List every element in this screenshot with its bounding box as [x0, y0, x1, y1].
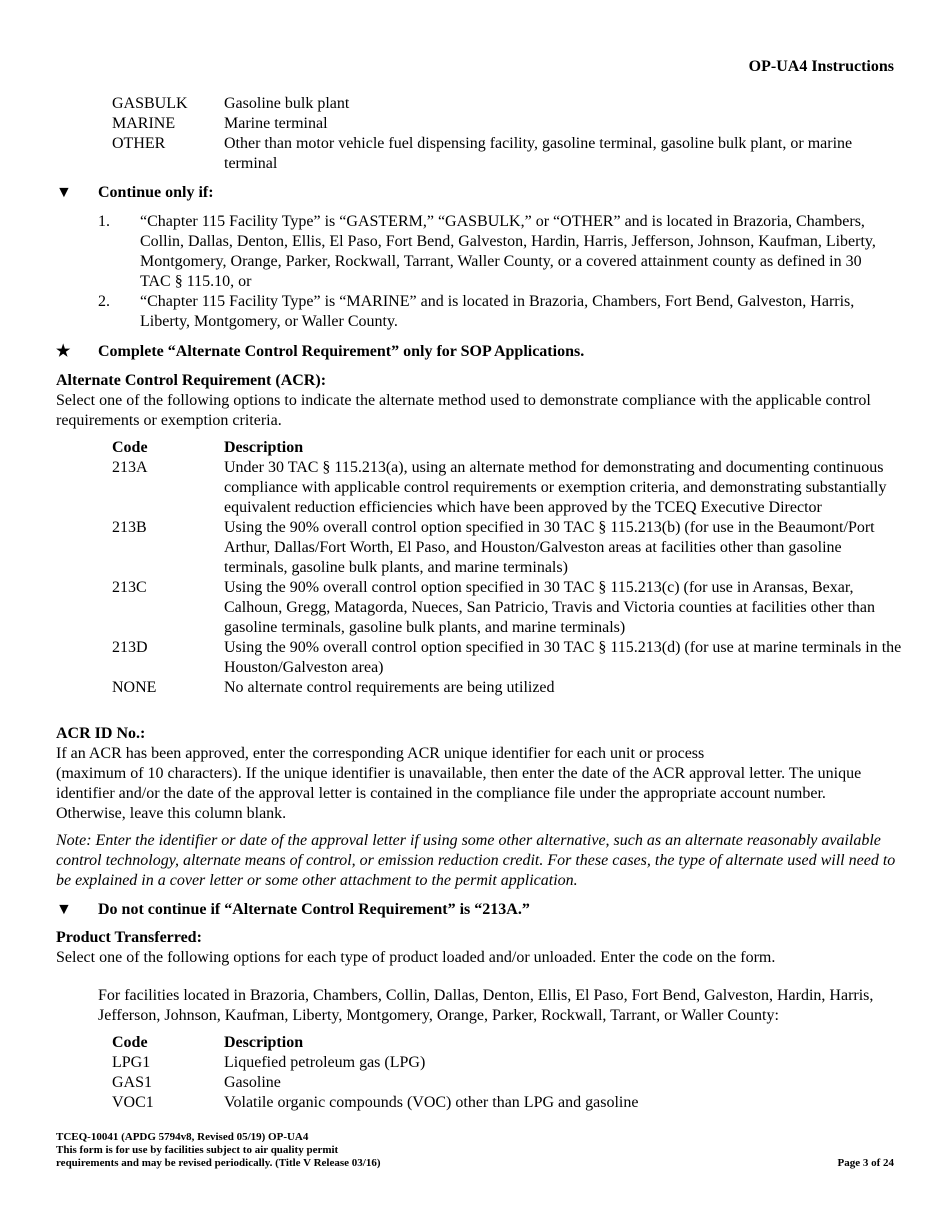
star-icon: ★ — [56, 343, 71, 360]
continue-condition-list — [98, 212, 888, 332]
code-column-header: Code — [112, 439, 148, 456]
acr-table — [112, 438, 902, 698]
table-row — [112, 1053, 902, 1073]
code-cell: 213C — [112, 579, 147, 596]
table-row — [112, 518, 902, 578]
description-cell: Volatile organic compounds (VOC) other than LPG and gasoline — [224, 1094, 639, 1111]
product-table — [112, 1033, 902, 1113]
code-cell: 213B — [112, 519, 147, 536]
footer-form-id: TCEQ-10041 (APDG 5794v8, Revised 05/19) OP-UA4 — [56, 1131, 309, 1143]
table-row — [112, 578, 902, 638]
table-row — [112, 114, 902, 134]
acr-heading: Alternate Control Requirement (ACR): — [56, 372, 327, 389]
code-cell: GAS1 — [112, 1074, 153, 1091]
product-counties: For facilities located in Brazoria, Chambers, Collin, Dallas, Denton, Ellis, El Paso, Fort Bend, Galveston, Hardin, Harris, Jefferson, Johnson, Kaufman, Liberty, Montgomery, Orange, Parker, Rockwall, Tarrant, or Waller County: — [98, 987, 874, 1024]
description-cell: Other than motor vehicle fuel dispensing facility, gasoline terminal, gasoline bulk plant, or marine terminal — [224, 135, 853, 172]
description-cell: Using the 90% overall control option specified in 30 TAC § 115.213(c) (for use in Aransas, Bexar, Calhoun, Gregg, Matagorda, Nueces, San Patricio, Travis and Victoria counties at facilities other than gasoline terminals, gasoline bulk plants, and marine terminals) — [224, 579, 876, 636]
product-intro: Select one of the following options for each type of product loaded and/or unloaded. Enter the code on the form. — [56, 949, 776, 966]
table-row — [112, 1073, 902, 1093]
code-cell: 213A — [112, 459, 148, 476]
list-item — [98, 292, 888, 332]
down-triangle-icon: ▼ — [56, 184, 72, 201]
footer-usage-line: This form is for use by facilities subject to air quality permit — [56, 1144, 339, 1156]
list-number: 1. — [98, 213, 110, 230]
table-row — [112, 458, 902, 518]
description-cell: Using the 90% overall control option specified in 30 TAC § 115.213(d) (for use at marine terminals in the Houston/Galveston area) — [224, 639, 902, 676]
description-column-header: Description — [224, 1034, 304, 1051]
list-item — [98, 212, 888, 292]
acr-id-heading: ACR ID No.: — [56, 725, 146, 742]
description-cell: No alternate control requirements are being utilized — [224, 679, 555, 696]
table-header — [112, 1033, 902, 1053]
acr-id-line-2: (maximum of 10 characters). If the unique identifier is unavailable, then enter the date of the ACR approval letter. The unique identifier and/or the date of the approval letter is contained in the compliance file under the appropriate account number. Otherwise, leave this column blank. — [56, 765, 862, 822]
footer-release-line: requirements and may be revised periodically. (Title V Release 03/16) — [56, 1157, 381, 1169]
down-triangle-icon: ▼ — [56, 901, 72, 918]
description-cell: Under 30 TAC § 115.213(a), using an alternate method for demonstrating and documenting continuous compliance with applicable control requirements or exemption criteria, and demonstrating substantially equivalent reduction efficiencies which have been approved by the TCEQ Executive Director — [224, 459, 887, 516]
facility-type-table — [112, 94, 902, 174]
code-column-header: Code — [112, 1034, 148, 1051]
description-cell: Gasoline — [224, 1074, 281, 1091]
table-row — [112, 94, 902, 114]
product-section — [56, 928, 896, 968]
acr-id-note: Note: Enter the identifier or date of the approval letter if using some other alternative, such as an alternate reasonably available control technology, alternate means of control, or emission reduction credit. For these cases, the type of alternate used will need to be explained in a cover letter or some other attachment to the permit application. — [56, 832, 896, 889]
stop-condition-text: Do not continue if “Alternate Control Requirement” is “213A.” — [98, 901, 530, 918]
description-column-header: Description — [224, 439, 304, 456]
acr-intro: Select one of the following options to indicate the alternate method used to demonstrate compliance with the applicable control requirements or exemption criteria. — [56, 392, 871, 429]
continue-heading: Continue only if: — [98, 184, 214, 201]
page-header-title: OP-UA4 Instructions — [748, 58, 894, 75]
page-footer — [56, 1131, 894, 1170]
table-row — [112, 134, 902, 174]
table-row — [112, 678, 902, 698]
page-number: Page 3 of 24 — [837, 1157, 894, 1169]
code-cell: LPG1 — [112, 1054, 151, 1071]
list-text: “Chapter 115 Facility Type” is “MARINE” and is located in Brazoria, Chambers, Fort Bend, Galveston, Harris, Liberty, Montgomery, or Waller County. — [140, 293, 855, 330]
code-cell: 213D — [112, 639, 148, 656]
list-number: 2. — [98, 293, 110, 310]
acr-id-section — [56, 724, 896, 824]
code-cell: VOC1 — [112, 1094, 154, 1111]
acr-id-line-1: If an ACR has been approved, enter the corresponding ACR unique identifier for each unit or process — [56, 745, 705, 762]
sop-note-text: Complete “Alternate Control Requirement” only for SOP Applications. — [98, 343, 585, 360]
code-cell: NONE — [112, 679, 157, 696]
list-text: “Chapter 115 Facility Type” is “GASTERM,” “GASBULK,” or “OTHER” and is located in Brazoria, Chambers, Collin, Dallas, Denton, Ellis, El Paso, Fort Bend, Galveston, Hardin, Harris, Jefferson, Johnson, Kaufman, Liberty, Montgomery, Orange, Parker, Rockwall, Tarrant, Waller County, or a covered attainment county as defined in 30 TAC § 115.10, or — [140, 213, 876, 290]
acr-section — [56, 371, 896, 431]
code-cell: MARINE — [112, 115, 176, 132]
table-row — [112, 638, 902, 678]
code-cell: GASBULK — [112, 95, 188, 112]
description-cell: Liquefied petroleum gas (LPG) — [224, 1054, 426, 1071]
code-cell: OTHER — [112, 135, 166, 152]
table-header — [112, 438, 902, 458]
product-heading: Product Transferred: — [56, 929, 202, 946]
description-cell: Marine terminal — [224, 115, 328, 132]
description-cell: Using the 90% overall control option specified in 30 TAC § 115.213(b) (for use in the Beaumont/Port Arthur, Dallas/Fort Worth, El Paso, and Houston/Galveston areas at facilities other than gasoline terminals, gasoline bulk plants, and marine terminals) — [224, 519, 875, 576]
description-cell: Gasoline bulk plant — [224, 95, 350, 112]
table-row — [112, 1093, 902, 1113]
